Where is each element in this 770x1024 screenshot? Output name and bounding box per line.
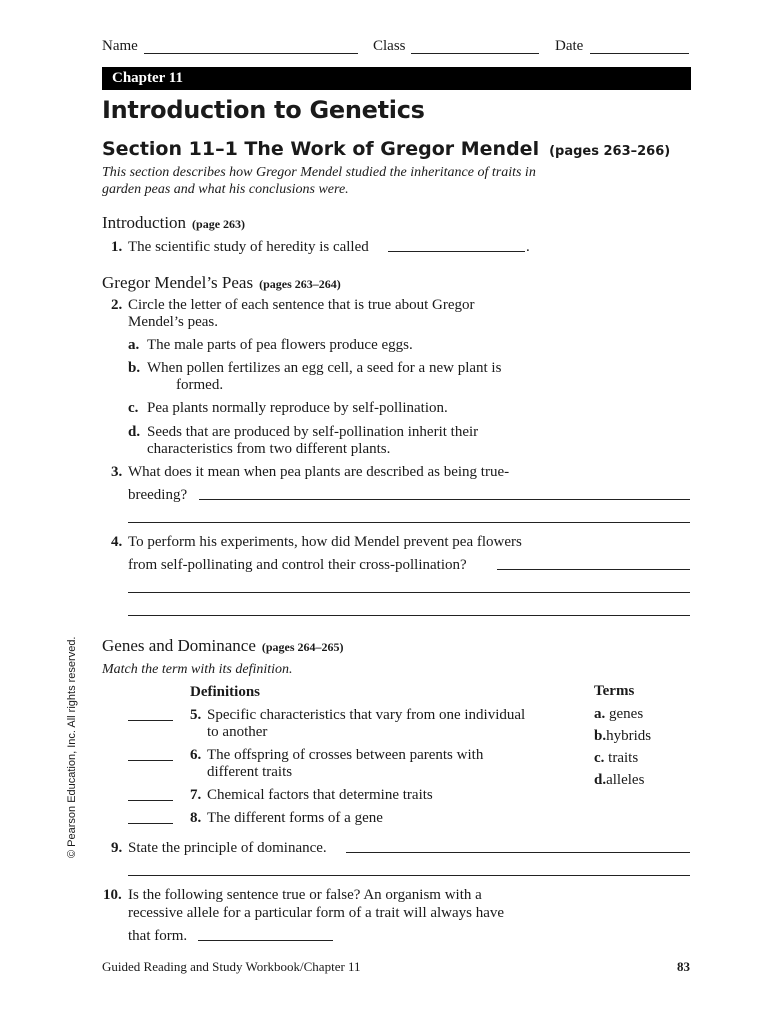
q3-number: 3.: [111, 464, 123, 480]
definition-number: 5.: [190, 707, 202, 723]
q2-option-a: [147, 337, 413, 354]
q4-line2: from self-pollinating and control their cross-pollination?: [128, 557, 467, 573]
match-instruction: Match the term with its definition.: [102, 662, 293, 677]
definitions-header: Definitions: [190, 684, 261, 700]
definition-6: [207, 747, 483, 781]
term-letter: a.: [594, 706, 606, 722]
term-letter: b.: [594, 728, 607, 744]
q3-line1: What does it mean when pea plants are described as being true-: [128, 464, 510, 480]
section-description: [102, 164, 536, 198]
q2-option-d: [147, 424, 478, 458]
peas-heading-text: Gregor Mendel’s Peas: [102, 273, 254, 292]
footer-text: Guided Reading and Study Workbook/Chapter 11: [102, 959, 361, 974]
q2-line: Circle the letter of each sentence that is true about Gregor: [128, 297, 475, 313]
q10-line1: Is the following sentence true or false? An organism with a: [128, 887, 482, 903]
q10-line3: that form.: [128, 928, 188, 944]
option-line: Seeds that are produced by self-pollination inherit their: [147, 424, 479, 440]
option-line: characteristics from two different plants.: [147, 441, 391, 457]
q9-text: State the principle of dominance.: [128, 840, 327, 856]
q1-number: 1.: [111, 239, 123, 255]
q4-number: 4.: [111, 534, 123, 550]
section-heading: [102, 138, 670, 160]
q10-line2: recessive allele for a particular form of a trait will always have: [128, 905, 505, 921]
term-text: genes: [609, 706, 644, 722]
option-line: formed.: [176, 377, 224, 393]
q4-line1: To perform his experiments, how did Mendel prevent pea flowers: [128, 534, 522, 550]
term-b: [594, 728, 651, 745]
peas-heading: [102, 273, 341, 293]
section-pages: (pages 263–266): [549, 144, 671, 159]
q9-answer-line[interactable]: [128, 875, 690, 876]
option-line: The male parts of pea flowers produce eggs.: [147, 337, 413, 353]
q2-text: [128, 297, 475, 331]
q3-answer-line[interactable]: [128, 522, 690, 523]
definition-line: Specific characteristics that vary from one individual: [207, 707, 526, 723]
definition-line: The offspring of crosses between parents with: [207, 747, 484, 763]
term-c: [594, 750, 638, 767]
name-label: Name: [102, 38, 138, 54]
introduction-pages: (page 263): [192, 217, 246, 231]
genes-pages: (pages 264–265): [261, 640, 344, 654]
q6-answer-blank[interactable]: [128, 760, 173, 761]
q4-answer-line[interactable]: [128, 592, 690, 593]
chapter-bar: [102, 67, 691, 90]
genes-heading-text: Genes and Dominance: [102, 636, 256, 655]
q7-answer-blank[interactable]: [128, 800, 173, 801]
q9-answer-line[interactable]: [346, 852, 690, 853]
q4-answer-line[interactable]: [128, 615, 690, 616]
page-title: Introduction to Genetics: [102, 96, 425, 124]
section-description-line: This section describes how Gregor Mendel studied the inheritance of traits in: [102, 165, 536, 180]
q2-option-letter[interactable]: c.: [128, 400, 139, 416]
q10-answer-line[interactable]: [198, 940, 333, 941]
q9-number: 9.: [111, 840, 123, 856]
definition-line: different traits: [207, 764, 293, 780]
term-letter: d.: [594, 772, 607, 788]
definition-number: 6.: [190, 747, 202, 763]
introduction-heading: [102, 213, 245, 233]
term-text: traits: [608, 750, 639, 766]
q2-option-c: [147, 400, 448, 417]
term-a: [594, 706, 643, 723]
q2-option-b: [147, 360, 501, 394]
definition-line: Chemical factors that determine traits: [207, 787, 433, 803]
q10-number: 10.: [103, 887, 122, 903]
q2-number: 2.: [111, 297, 123, 313]
page-number: 83: [677, 959, 690, 974]
introduction-heading-text: Introduction: [102, 213, 187, 232]
section-description-line: garden peas and what his conclusions were.: [102, 182, 349, 197]
q1-text: The scientific study of heredity is called: [128, 239, 369, 255]
q1-answer-line[interactable]: [388, 251, 525, 252]
genes-heading: [102, 636, 344, 656]
q2-option-letter[interactable]: b.: [128, 360, 141, 376]
q5-answer-blank[interactable]: [128, 720, 173, 721]
definition-5: [207, 707, 525, 741]
option-line: Pea plants normally reproduce by self-pollination.: [147, 400, 448, 416]
term-text: alleles: [606, 772, 645, 788]
q2-option-letter[interactable]: d.: [128, 424, 141, 440]
date-label: Date: [555, 38, 584, 54]
terms-header: Terms: [594, 683, 635, 699]
definition-line: The different forms of a gene: [207, 810, 383, 826]
peas-pages: (pages 263–264): [259, 277, 341, 291]
definition-number: 7.: [190, 787, 202, 803]
q4-answer-line[interactable]: [497, 569, 690, 570]
class-field[interactable]: [411, 53, 539, 54]
option-line: When pollen fertilizes an egg cell, a seed for a new plant is: [147, 360, 502, 376]
copyright-notice: © Pearson Education, Inc. All rights reserved.: [66, 636, 78, 858]
term-text: hybrids: [606, 728, 652, 744]
section-title: Section 11–1 The Work of Gregor Mendel: [102, 138, 540, 160]
q8-answer-blank[interactable]: [128, 823, 173, 824]
definition-8: [207, 810, 383, 827]
term-letter: c.: [594, 750, 605, 766]
definition-line: to another: [207, 724, 268, 740]
q1-period: .: [526, 239, 530, 255]
chapter-label: Chapter 11: [112, 70, 183, 86]
class-label: Class: [373, 38, 406, 54]
definition-number: 8.: [190, 810, 202, 826]
name-field[interactable]: [144, 53, 358, 54]
q2-option-letter[interactable]: a.: [128, 337, 140, 353]
definition-7: [207, 787, 433, 804]
date-field[interactable]: [590, 53, 689, 54]
q2-line: Mendel’s peas.: [128, 314, 218, 330]
q3-line2: breeding?: [128, 487, 188, 503]
term-d: [594, 772, 644, 789]
q3-answer-line[interactable]: [199, 499, 690, 500]
